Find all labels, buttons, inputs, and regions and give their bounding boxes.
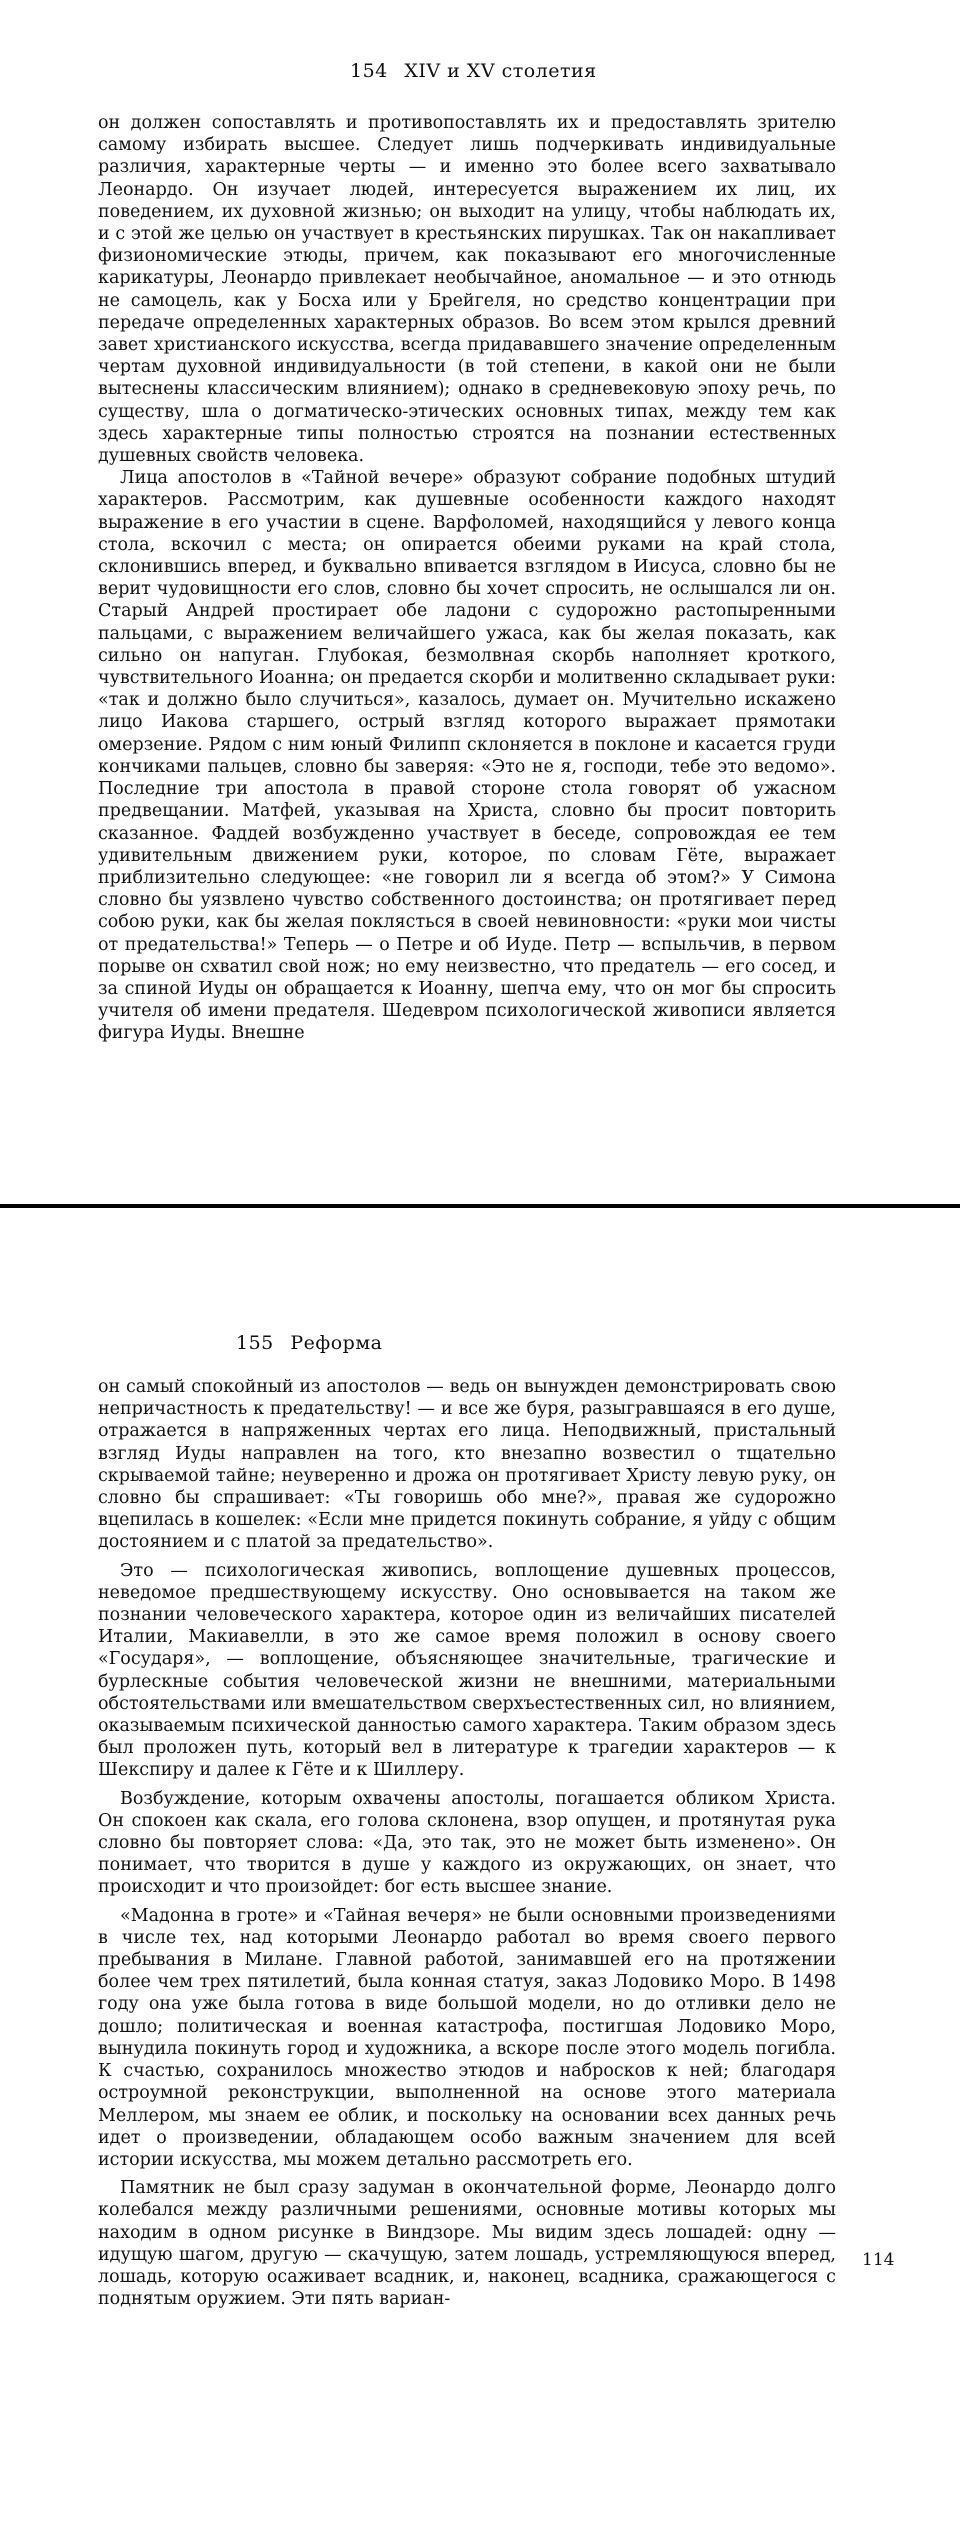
page-number: 154 xyxy=(350,60,388,82)
running-header xyxy=(236,1332,382,1354)
header-title: XIV и XV столетия xyxy=(404,60,597,82)
paragraph: Это — психологическая живопись, воплощение душевных процессов, неведомое предшествующему искусству. Оно основывается на таком же познании человеческого характера, которое один из величайших писателей Италии, Макиавелли, в это же самое время положил в основу своего «Государя», — воплощение, объясняющее значительные, трагические и бурлескные события человеческой жизни не внешними, материальными обстоятельствами или вмешательством сверхъестественных сил, но влиянием, оказываемым психической данностью самого характера. Таким образом здесь был проложен путь, который вел в литературе к трагедии характеров — к Шекспиру и далее к Гёте и к Шиллеру. xyxy=(98,1560,836,1781)
text-column xyxy=(98,1376,836,2310)
paragraph: он должен сопоставлять и противопоставлять их и предоставлять зрителю самому избирать высшее. Следует лишь подчеркивать индивидуальные различия, характерные черты — и именно это более всего захватывало Леонардо. Он изучает людей, интересуется выражением их лиц, их поведением, их духовной жизнью; он выходит на улицу, чтобы наблюдать их, и с этой же целью он участвует в крестьянских пирушках. Так он накапливает физиономические этюды, причем, как показывают его многочисленные карикатуры, Леонардо привлекает необычайное, аномальное — и это отнюдь не самоцель, как у Босха или у Брейгеля, но средство концентрации при передаче определенных характерных образов. Во всем этом крылся древний завет христианского искусства, всегда придававшего значение определенным чертам духовной индивидуальности (в той степени, в какой они не были вытеснены классическим влиянием); однако в средневековую эпоху речь, по существу, шла о догматическо-этических основных типах, между тем как здесь характерные типы полностью строятся на познании естественных душевных свойств человека. xyxy=(98,113,836,467)
paragraph: он самый спокойный из апостолов — ведь он вынужден демонстрировать свою непричастность к предательству! — и все же буря, разыгравшаяся в его душе, отражается в напряженных чертах его лица. Неподвижный, пристальный взгляд Иуды направлен на того, кто внезапно возвестил о тщательно скрываемой тайне; неуверенно и дрожа он протягивает Христу левую руку, он словно бы спрашивает: «Ты говоришь обо мне?», правая же судорожно вцепилась в кошелек: «Если мне придется покинуть собрание, я уйду с общим достоянием и с платой за предательство». xyxy=(98,1377,836,1553)
running-header xyxy=(350,60,597,82)
page-divider xyxy=(0,1204,960,1208)
page-154 xyxy=(0,0,960,1205)
page-155 xyxy=(0,1210,960,2536)
page-number: 155 xyxy=(236,1332,274,1354)
paragraph: Памятник не был сразу задуман в окончательной форме, Леонардо долго колебался между различными решениями, основные мотивы которых мы находим в одном рисунке в Виндзоре. Мы видим здесь лошадей: одну — идущую шагом, другую — скачущую, затем лошадь, устремляющуюся вперед, лошадь, которую осаживает всадник, и, наконец, всадника, сражающегося с поднятым оружием. Эти пять вариан- xyxy=(98,2178,836,2310)
paragraph: Лица апостолов в «Тайной вечере» образуют собрание подобных штудий характеров. Рассмотрим, как душевные особенности каждого находят выражение в его участии в сцене. Варфоломей, находящийся у левого конца стола, вскочил с места; он опирается обеими руками на край стола, склонившись вперед, и буквально впивается взглядом в Иисуса, словно бы не верит чудовищности его слов, словно бы хочет спросить, не ослышался ли он. Старый Андрей простирает обе ладони с судорожно растопыренными пальцами, с выражением величайшего ужаса, как бы желая показать, как сильно он напуган. Глубокая, безмолвная скорбь наполняет кроткого, чувствительного Иоанна; он предается скорби и молитвенно складывает руки: «так и должно было случиться», казалось, думает он. Мучительно искажено лицо Иакова старшего, острый взгляд которого выражает прямотаки омерзение. Рядом с ним юный Филипп склоняется в поклоне и касается груди кончиками пальцев, словно бы заверяя: «Это не я, господи, тебе это ведомо». Последние три апостола в правой стороне стола говорят об ужасном предвещании. Матфей, указывая на Христа, словно бы просит повторить сказанное. Фаддей возбужденно участвует в беседе, сопровождая ее тем удивительным движением руки, которое, по словам Гёте, выражает приблизительно следующее: «не говорил ли я всегда об этом?» У Симона словно бы уязвлено чувство собственного достоинства; он протягивает перед собою руки, как бы желая поклясться в своей невиновности: «руки мои чисты от предательства!» Теперь — о Петре и об Иуде. Петр — вспыльчив, в первом порыве он схватил свой нож; но ему неизвестно, что предатель — его сосед, и за спиной Иуды он обращается к Иоанну, шепча ему, что он мог бы спросить учителя об имени предателя. Шедевром психологической живописи является фигура Иуды. Внешне xyxy=(98,468,836,1044)
margin-number: 114 xyxy=(862,2250,895,2270)
paragraph: «Мадонна в гроте» и «Тайная вечеря» не были основными произведениями в числе тех, над которыми Леонардо работал во время своего первого пребывания в Милане. Главной работой, занимавшей его на протяжении более чем трех пятилетий, была конная статуя, заказ Лодовико Моро. В 1498 году она уже была готова в виде большой модели, но до отливки дело не дошло; политическая и военная катастрофа, постигшая Лодовико Моро, вынудила покинуть город и художника, а вскоре после этого модель погибла. К счастью, сохранилось множество этюдов и набросков к ней; благодаря остроумной реконструкции, выполненной на основе этого материала Меллером, мы знаем ее облик, и поскольку на основании всех данных речь идет о произведении, обладающем особо важным значением для всей истории искусства, мы можем детально рассмотреть его. xyxy=(98,1905,836,2170)
header-title: Реформа xyxy=(290,1332,383,1354)
text-column xyxy=(98,112,836,1045)
paragraph: Возбуждение, которым охвачены апостолы, погашается обликом Христа. Он спокоен как скала, его голова склонена, взор опущен, и протянутая рука словно бы повторяет слова: «Да, это так, это не может быть изменено». Он понимает, что творится в душе у каждого из окружающих, он знает, что происходит и что произойдет: бог есть высшее знание. xyxy=(98,1788,836,1898)
